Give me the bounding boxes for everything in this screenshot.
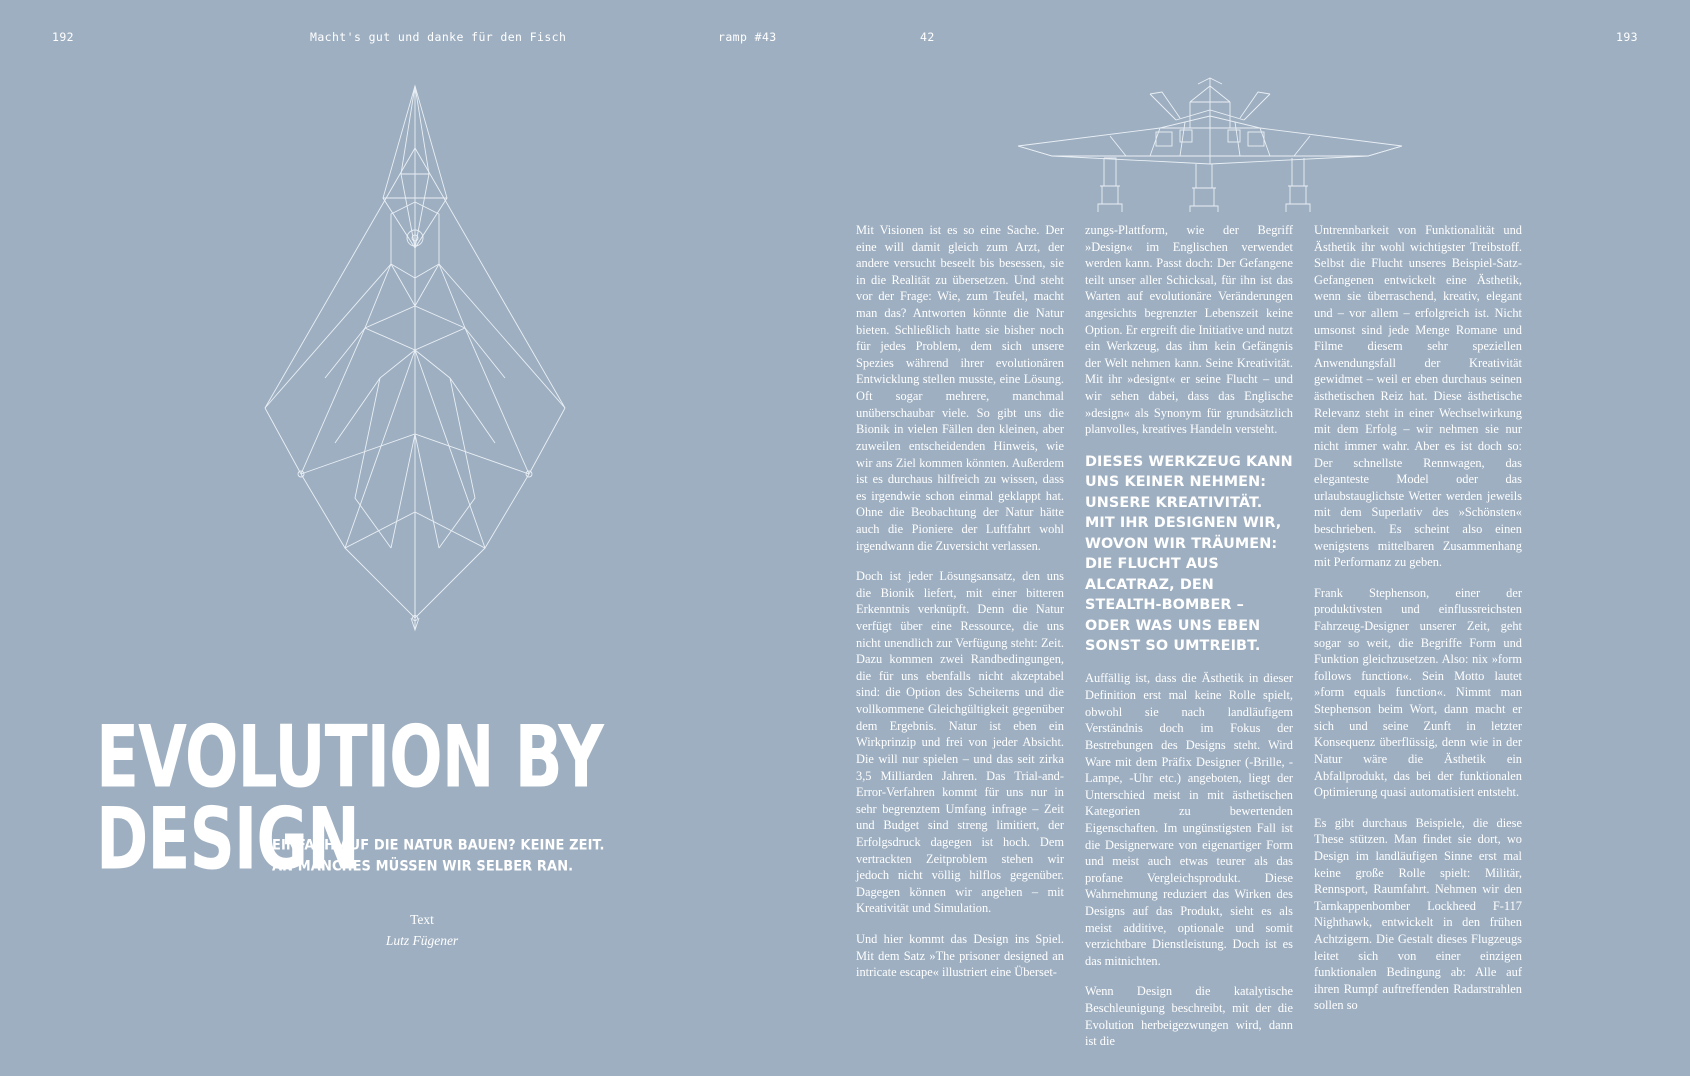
paragraph: Untrennbarkeit von Funktionalität und Ästhetik ihr wohl wichtigster Treibstoff. Selbst die Flucht unseres Beispiel-Satz-Gefangenen entwickelt eine Ästhetik, wenn sie überraschend, kreativ, elegant und – vor allem – erfolgreich ist. Nicht umsonst sind jede Menge Romane und Filme diesem sehr speziellen Anwendungsfall der Kreativität gewidmet – weil er eben durchaus seinen ästhetischen Reiz hat. Diese ästhetische Relevanz steht in einer Wechselwirkung mit dem Erfolg – wir nehmen sie nur nicht immer wahr. Aber es ist doch so: Der schnellste Rennwagen, das eleganteste Model oder das urlaubstauglichste Wetter werden jeweils mit dem Superlativ des »Schönsten« beschrieben. Es scheint also einen wenigstens mittelbaren Zusammenhang mit Performanz zu geben. (1314, 223, 1522, 570)
section-title: Macht's gut und danke für den Fisch (310, 30, 567, 44)
paragraph: Auffällig ist, dass die Ästhetik in dieser Definition erst mal keine Rolle spielt, obwohl sie nach landläufigem Verständnis doch im Fokus der Bestrebungen des Designs steht. Wird Ware mit dem Präfix Designer (-Brille, -Lampe, -Uhr etc.) angeboten, liegt der Unterschied meist in mit ästhetischen Kategorien zu bewertenden Eigenschaften. Im ungünstigsten Fall ist die Designerware von eigenartiger Form und meist auch etwas teurer als das profane Vergleichsprodukt. Diese Wahrnehmung reduziert das Wirken des Designs auf das Produkt, sieht es als meist additive, optionale und somit verzichtbare Dienstleistung. Doch ist es das mitnichten. (1085, 671, 1293, 968)
byline (272, 910, 572, 952)
standfirst (272, 836, 692, 878)
pull-quote: DIESES WERKZEUG KANN UNS KEINER NEHMEN: UNSERE KREATIVITÄT. MIT IHR DESIGNEN WIR, WOVON WIR TRÄUMEN: DIE FLUCHT AUS ALCATRAZ, DEN STEALTH-BOMBER – ODER WAS UNS EBEN SONST SO UMTREIBT. (1085, 453, 1293, 654)
folio-left: 192 (52, 30, 74, 44)
standfirst-line-2: AN MANCHES MÜSSEN WIR SELBER RAN. (272, 858, 574, 876)
paragraph: Wenn Design die katalytische Beschleunigung beschreibt, mit der die Evolution herbeigezwungen wird, dann ist die (1085, 984, 1293, 1049)
folio-right: 193 (1616, 30, 1638, 44)
article-columns (845, 222, 1690, 1049)
page-title: EVOLUTION BY DESIGN (96, 708, 603, 890)
right-page (845, 0, 1690, 1076)
byline-label: Text (410, 912, 434, 927)
stealth-aircraft-top-view-wireframe-icon (205, 78, 625, 638)
paragraph: Frank Stephenson, einer der produktivsten und einflussreichsten Fahrzeug-Designer unserer Zeit, geht sogar so weit, die Begriffe Form und Funktion gleichzusetzen. Also: nix »form follows function«. Sein Motto lautet »form equals function«. Nimmt man Stephenson beim Wort, dann macht er sich und seine Zunft in letzter Konsequenz überflüssig, denn wie in der Natur wäre die Ästhetik ein Abfallprodukt, das bei der funktionalen Optimierung quasi automatisiert entsteht. (1314, 585, 1522, 800)
column-3 (1314, 222, 1522, 1028)
paragraph: zungs-Plattform, wie der Begriff »Design« im Englischen verwendet werden kann. Passt doch: Der Gefangene teilt unser aller Schicksal, für ihn ist das Warten auf evolutionäre Veränderungen angesichts begrenzter Lebenszeit keine Option. Er ergreift die Initiative und nutzt ein Werkzeug, das ihm kein Gefängnis der Welt nehmen kann. Seine Kreativität. Mit ihr »designt« er seine Flucht – und wir sehen dabei, dass das Englische »design« als Synonym für grundsätzlich planvolles, kreatives Handeln versteht. (1085, 223, 1293, 437)
paragraph: Mit Visionen ist es so eine Sache. Der eine will damit gleich zum Arzt, der andere versucht beseelt bis besessen, sie in die Realität zu übersetzen. Und steht vor der Frage: Wie, zum Teufel, macht man das? Antworten könnte die Natur bieten. Schließlich hatte sie bisher noch für jedes Problem, dem sich unsere Spezies während ihrer evolutionären Entwicklung stellen musste, eine Lösung. Oft sogar mehrere, manchmal unüberschaubar viele. So gibt uns die Bionik in vielen Fällen den kleinen, aber zuweilen entscheidenden Hinweis, wie wir ans Ziel kommen könnten. Außerdem ist es durchaus hilfreich zu wissen, dass es irgendwie schon einmal geklappt hat. Ohne die Beobachtung der Natur hätte auch die Pioniere der Luftfahrt wohl irgendwann die Zuversicht verlassen. (856, 223, 1064, 553)
paragraph: Doch ist jeder Lösungsansatz, den uns die Bionik liefert, mit einer bitteren Erkenntnis verknüpft. Denn die Natur verfügt über eine Ressource, die uns nicht unendlich zur Verfügung steht: Zeit. Dazu kommen zwei Randbedingungen, die für uns ebenfalls nicht akzeptabel sind: die Option des Scheiterns und die vollkommene Gleichgültigkeit gegenüber dem Ergebnis. Natur ist eben ein Wirkprinzip und frei von jeder Absicht. Die will nur spielen – und das seit zirka 3,5 Milliarden Jahren. Das Trial-and-Error-Verfahren kommt für uns nur in sehr begrenztem Umfang infrage – Zeit und Budget sind streng limitiert, der Erfolgsdruck dagegen ist hoch. Dem vertrackten Zeitproblem stehen wir jedoch nicht völlig hilflos gegenüber. Dagegen können wir angehen – mit Kreativität und Simulation. (856, 569, 1064, 916)
magazine-name: ramp #43 (718, 30, 777, 44)
column-1 (856, 222, 1064, 995)
paragraph: Und hier kommt das Design ins Spiel. Mit dem Satz »The prisoner designed an intricate escape« illustriert eine Überset- (856, 931, 1064, 980)
byline-author: Lutz Fügener (385, 932, 459, 948)
standfirst-line-1: EINFACH AUF DIE NATUR BAUEN? KEINE ZEIT. (272, 837, 605, 854)
column-2 (1085, 222, 1293, 1064)
paragraph: Es gibt durchaus Beispiele, die diese These stützen. Man findet sie dort, wo Design im landläufigen Sinne erst mal keine große Rolle spielt: Militär, Rennsport, Raumfahrt. Nehmen wir den Tarnkappenbomber Lockheed F-117 Nighthawk, entwickelt in den frühen Achtzigern. Die Gestalt dieses Flugzeugs leitet sich von einer einzigen funktionalen Bedingung ab: Alle auf ihren Rumpf auftreffenden Radarstrahlen sollen so (1314, 815, 1522, 1013)
stealth-bomber-front-view-wireframe-icon (1000, 72, 1420, 212)
issue-number: 42 (920, 30, 935, 44)
